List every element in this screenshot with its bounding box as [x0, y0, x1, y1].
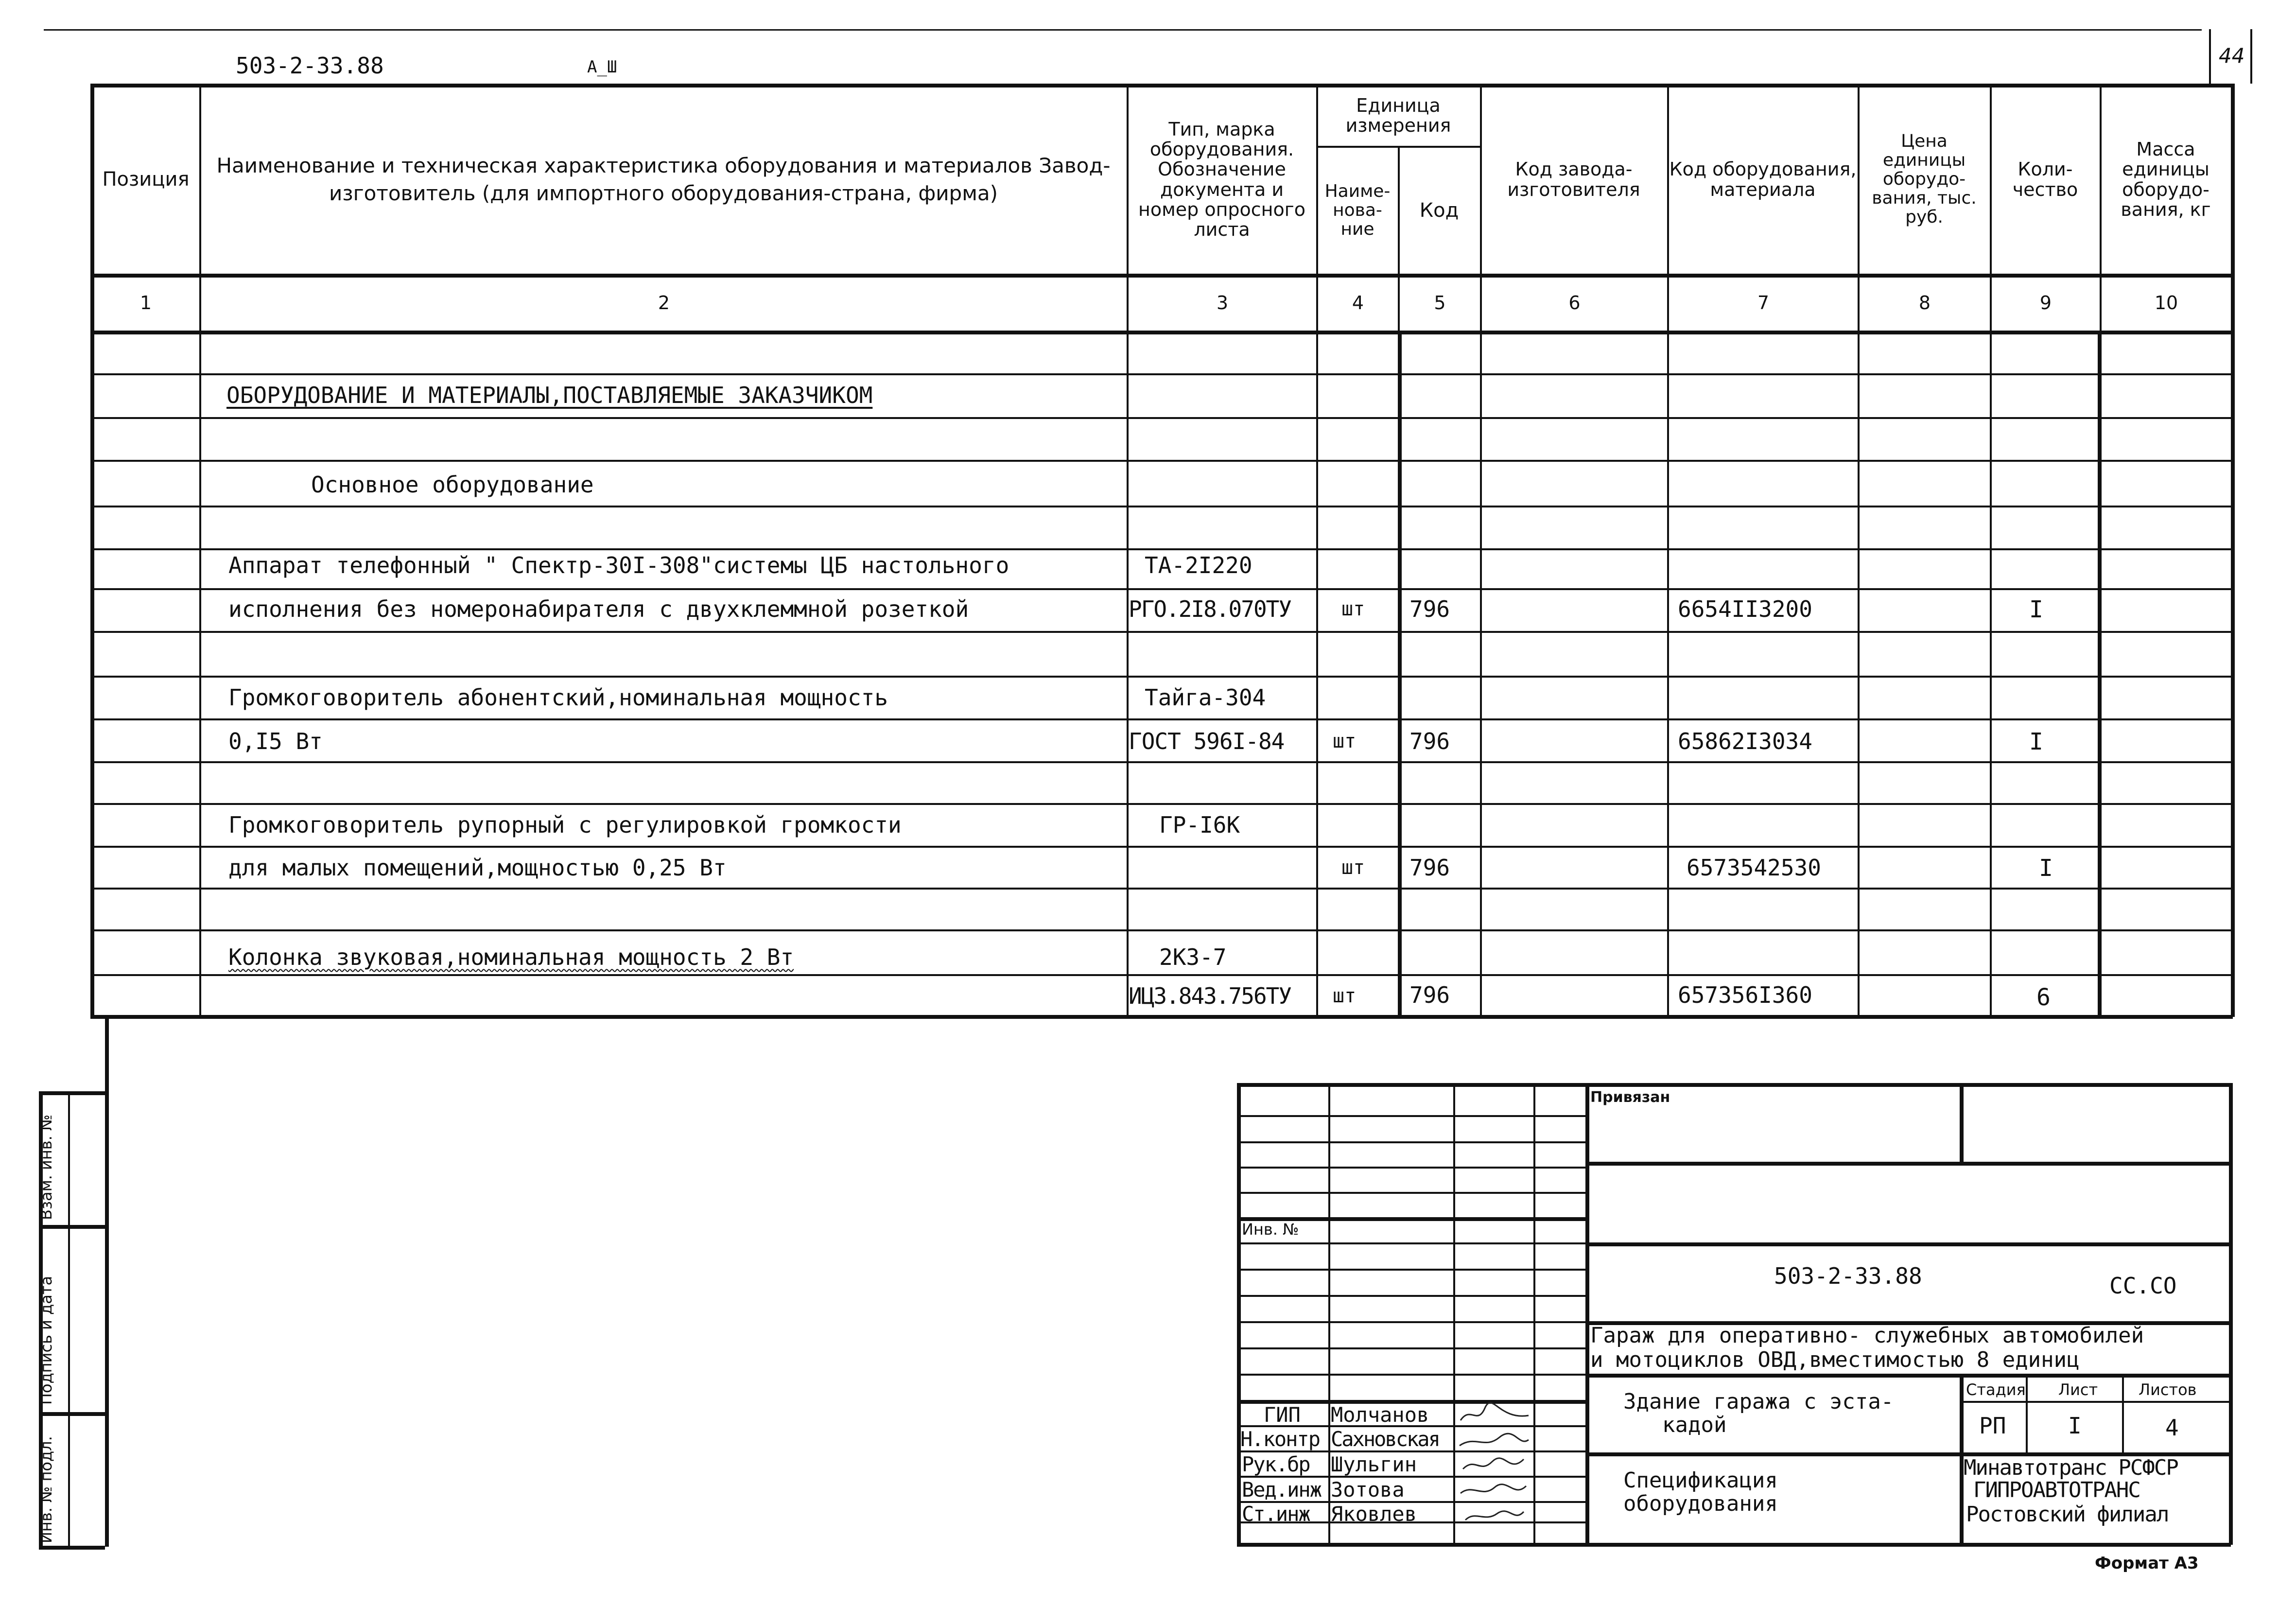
- tb-stage-label: Стадия: [1966, 1380, 2026, 1399]
- tb-sheet-label: Лист: [2058, 1380, 2098, 1399]
- table-bottom-border: [90, 1015, 2233, 1019]
- tb-spec-line1: Спецификация: [1623, 1468, 1778, 1493]
- signer-name: Сахновская: [1331, 1427, 1439, 1451]
- header-factory-code: Код завода-изготовителя: [1507, 158, 1640, 200]
- row-line: [90, 631, 2231, 633]
- signer-role: Вед.инж: [1242, 1478, 1322, 1502]
- data-box-right: [2098, 331, 2102, 1017]
- row-line: [90, 803, 2231, 805]
- signer-name: Яковлев: [1331, 1502, 1417, 1526]
- item-equipment-code: 65862I3034: [1678, 728, 1812, 754]
- header-type: Тип, марка оборудования. Обозначение документа и номер опросного листа: [1138, 119, 1305, 240]
- item-unit-code: 796: [1409, 855, 1450, 881]
- item-type-line1: Тайга-304: [1145, 684, 1266, 711]
- header-name: Наименование и техническая характеристика оборудования и материалов Завод-изготовитель (для импортного оборудования-страна, фирма): [216, 153, 1111, 205]
- item-quantity: I: [2029, 728, 2043, 755]
- tb-h-privyazan: [1585, 1162, 2231, 1166]
- item-unit-code: 796: [1409, 982, 1450, 1008]
- section-title: ОБОРУДОВАНИЕ И МАТЕРИАЛЫ,ПОСТАВЛЯЕМЫЕ ЗАКАЗЧИКОМ: [226, 382, 873, 408]
- tb-doc-code: 503-2-33.88: [1774, 1263, 1922, 1289]
- header-unit-name: Наиме-нова-ние: [1324, 181, 1391, 239]
- col-number: 7: [1757, 292, 1770, 314]
- tb-v-sheet: [2026, 1374, 2028, 1452]
- item-unit: шт: [1341, 598, 1365, 620]
- item-name-line1: Колонка звуковая,номинальная мощность 2 Вт: [228, 944, 794, 970]
- item-name-line1: Аппарат телефонный " Спектр-30I-308"системы ЦБ настольного: [228, 552, 1009, 578]
- item-unit-code: 796: [1409, 728, 1450, 754]
- left-stamp-sep2: [39, 1412, 105, 1416]
- tb-grid-h: [1237, 1347, 1585, 1349]
- col-number: 1: [139, 292, 152, 314]
- tb-sheet-code: СС.СО: [2109, 1273, 2177, 1299]
- signatures-image: [1456, 1401, 1533, 1527]
- tb-privyazan-sep: [1960, 1083, 1964, 1162]
- signer-role: Н.контр: [1240, 1427, 1320, 1451]
- tb-grid-h: [1237, 1269, 1585, 1271]
- row-line: [90, 761, 2231, 763]
- item-name-line2: исполнения без номеронабирателя с двухклеммной розеткой: [228, 596, 969, 622]
- left-margin-line: [105, 1015, 109, 1547]
- tb-grid-h: [1237, 1321, 1585, 1323]
- col-number: 2: [658, 292, 670, 314]
- tb-grid-h: [1237, 1167, 1585, 1169]
- tb-project-line2: и мотоциклов ОВД,вместимостью 8 единиц: [1590, 1347, 2080, 1372]
- tb-spec-line2: оборудования: [1623, 1491, 1778, 1516]
- left-stamp-inner: [68, 1091, 70, 1547]
- top-mark: А_Ш: [587, 57, 617, 77]
- header-quantity: Коли-чество: [2012, 158, 2078, 200]
- item-type-line2: ИЦ3.843.756ТУ: [1129, 983, 1291, 1009]
- tb-stage: РП: [1979, 1413, 2006, 1439]
- col-sep-1: [199, 84, 201, 1017]
- tb-grid-h: [1237, 1192, 1585, 1194]
- item-type-line2: РГО.2I8.070ТУ: [1129, 596, 1291, 622]
- col-number: 6: [1568, 292, 1581, 314]
- row-line: [90, 888, 2231, 890]
- item-quantity: I: [2029, 596, 2043, 623]
- signer-name: Зотова: [1331, 1478, 1405, 1502]
- tb-h-stage-top: [1585, 1374, 2231, 1378]
- col-number: 10: [2154, 292, 2178, 314]
- signer-role: ГИП: [1264, 1403, 1301, 1427]
- item-name-line1: Громкоговоритель рупорный с регулировкой громкости: [228, 812, 902, 838]
- page-number: 44: [2219, 44, 2245, 68]
- header-unit-code: Код: [1419, 199, 1459, 222]
- header-position: Позиция: [102, 168, 190, 191]
- row-line: [90, 846, 2231, 848]
- item-type-line2: ГОСТ 596I-84: [1129, 728, 1285, 754]
- tb-grid-h: [1237, 1374, 1585, 1376]
- tb-org-line3: Ростовский филиал: [1966, 1502, 2169, 1527]
- tb-grid-h: [1237, 1295, 1585, 1297]
- left-stamp-top: [39, 1091, 105, 1095]
- signer-role: Рук.бр: [1242, 1452, 1310, 1476]
- tb-building-line2: кадой: [1662, 1413, 1727, 1437]
- tb-org-line1: Минавтотранс РСФСР: [1964, 1455, 2178, 1480]
- row-line: [90, 974, 2231, 976]
- item-name-line2: 0,I5 Вт: [228, 728, 323, 754]
- page-number-box-right: [2250, 29, 2252, 84]
- page-number-box-left: [2209, 29, 2211, 84]
- signer-role: Ст.инж: [1242, 1502, 1310, 1526]
- row-line: [90, 417, 2231, 419]
- col-number: 8: [1918, 292, 1931, 314]
- item-unit: шт: [1333, 730, 1357, 752]
- tb-inv-no: Инв. №: [1242, 1220, 1299, 1239]
- item-unit: шт: [1341, 856, 1365, 879]
- data-box-left: [1398, 331, 1402, 1017]
- left-stamp-sep1: [39, 1225, 105, 1229]
- item-name-line2: для малых помещений,мощностью 0,25 Вт: [228, 855, 727, 881]
- tb-grid-v4: [1585, 1083, 1589, 1545]
- item-name-line1: Громкоговоритель абонентский,номинальная мощность: [228, 684, 888, 711]
- item-equipment-code: 6654II3200: [1678, 596, 1812, 622]
- item-unit-code: 796: [1409, 596, 1450, 622]
- tb-sheets: 4: [2165, 1415, 2179, 1441]
- item-type-line1: ГР-I6К: [1159, 812, 1240, 838]
- row-line: [90, 373, 2231, 375]
- tb-h-code: [1585, 1242, 2231, 1246]
- item-quantity: 6: [2036, 984, 2051, 1011]
- row-line: [90, 460, 2231, 462]
- row-line: [90, 588, 2231, 590]
- colnum-bottom-border: [90, 331, 2233, 334]
- doc-code-top: 503-2-33.88: [236, 52, 384, 79]
- tb-h-stage-labels: [1960, 1401, 2231, 1403]
- title-block-right: [2229, 1083, 2233, 1545]
- tb-grid-h: [1237, 1115, 1585, 1117]
- stamp-podpis: Подпись и дата: [37, 1275, 55, 1405]
- item-type-line1: ТА-2I220: [1145, 552, 1252, 578]
- tb-sheets-label: Листов: [2139, 1380, 2197, 1399]
- subsection-title: Основное оборудование: [311, 472, 594, 498]
- item-unit: шт: [1333, 985, 1357, 1007]
- tb-project-line1: Гараж для оперативно- служебных автомобилей: [1590, 1323, 2144, 1348]
- header-equipment-code: Код оборудования, материала: [1669, 158, 1857, 200]
- stamp-vzam-inv: Взам. инв. №: [37, 1114, 55, 1220]
- item-equipment-code: 657356I360: [1678, 982, 1812, 1008]
- tb-v-stage: [1960, 1374, 1964, 1545]
- tb-grid-h: [1237, 1242, 1585, 1244]
- row-line: [90, 718, 2231, 720]
- header-price: Цена единицы оборудо-вания, тыс. руб.: [1872, 131, 1977, 227]
- signer-name: Молчанов: [1331, 1403, 1429, 1427]
- left-stamp-bottom: [39, 1546, 105, 1550]
- table-right-border: [2231, 84, 2235, 1017]
- title-block-top: [1237, 1083, 2231, 1087]
- item-type-line1: 2КЗ-7: [1159, 944, 1227, 970]
- item-equipment-code: 6573542530: [1687, 855, 1821, 881]
- stamp-inv-podl: Инв. № подл.: [37, 1436, 55, 1543]
- top-border-line: [44, 29, 2202, 31]
- row-line: [90, 506, 2231, 507]
- header-mass: Масса единицы оборудо-вания, кг: [2121, 139, 2211, 220]
- row-line: [90, 929, 2231, 931]
- title-block-bottom: [1237, 1543, 2231, 1547]
- header-unit: Единица измерения: [1345, 94, 1451, 136]
- format-label: Формат А3: [2095, 1554, 2199, 1573]
- tb-building-line1: Здание гаража с эста-: [1623, 1389, 1894, 1414]
- tb-privyazan: Привязан: [1590, 1089, 1670, 1106]
- col-number: 9: [2039, 292, 2052, 314]
- tb-sheet: I: [2068, 1413, 2082, 1439]
- row-line: [90, 548, 2231, 550]
- tb-org-line2: ГИПРОАВТОТРАНС: [1973, 1478, 2140, 1502]
- col-number: 5: [1434, 292, 1446, 314]
- tb-v-sheets: [2122, 1374, 2124, 1452]
- signer-name: Шульгин: [1331, 1452, 1417, 1476]
- item-quantity: I: [2039, 855, 2053, 882]
- col-number: 3: [1216, 292, 1229, 314]
- row-line: [90, 676, 2231, 678]
- tb-grid-h: [1237, 1141, 1585, 1143]
- col-number: 4: [1352, 292, 1364, 314]
